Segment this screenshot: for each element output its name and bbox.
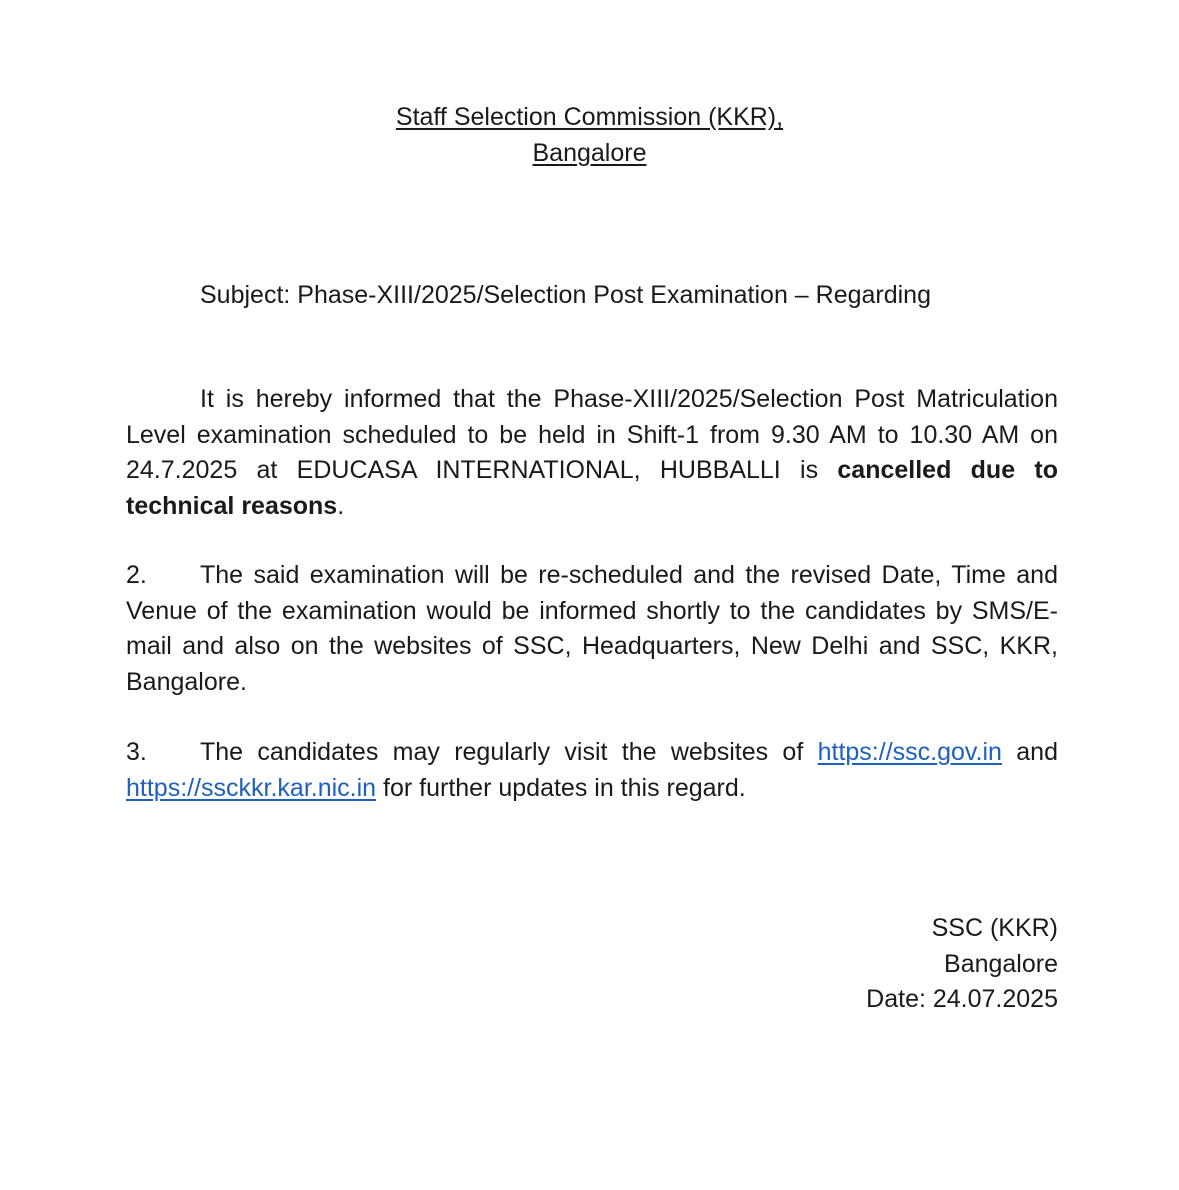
paragraph-3-number: 3.: [126, 738, 147, 766]
paragraph-1: [126, 382, 1058, 524]
paragraph-2-number: 2.: [126, 561, 147, 589]
paragraph-3-text-mid: and: [1001, 738, 1058, 766]
ssc-website-link[interactable]: https://ssc.gov.in: [817, 738, 1002, 766]
paragraph-2: [126, 558, 1058, 700]
paragraph-1-bold-text: cancelled due to technical reasons: [126, 456, 1058, 520]
signature-block: [866, 911, 1058, 1018]
signature-date: Date: 24.07.2025: [866, 985, 1058, 1013]
signature-city: Bangalore: [944, 949, 1058, 978]
header-city: Bangalore: [532, 139, 647, 167]
signature-org: SSC (KKR): [931, 914, 1058, 942]
paragraph-2-text: The said examination will be re-scheduled and the revised Date, Time and Venue of the examination would be informed shortly to the candidates by SMS/E-mail and also on the websites of SSC, Headquarters, New Delhi and SSC, KKR, Bangalore.: [126, 561, 1058, 696]
paragraph-3-text-after: for further updates in this regard.: [376, 773, 746, 802]
header-organization: Staff Selection Commission (KKR),: [395, 103, 784, 131]
ssckkr-website-link[interactable]: https://ssckkr.kar.nic.in: [126, 773, 377, 802]
paragraph-1-end: .: [337, 491, 345, 520]
paragraph-3: [126, 735, 1058, 806]
subject-line: Subject: Phase-XIII/2025/Selection Post Examination – Regarding: [200, 281, 931, 309]
paragraph-1-text: It is hereby informed that the Phase-XIII/2025/Selection Post Matriculation Level examination scheduled to be held in Shift-1 from 9.30 AM to 10.30 AM on 24.7.2025 at EDUCASA INTERNATIONAL, HUBBALLI is: [126, 385, 1058, 484]
notice-header: [0, 99, 1179, 171]
paragraph-3-text-before: The candidates may regularly visit the websites of: [200, 738, 818, 766]
